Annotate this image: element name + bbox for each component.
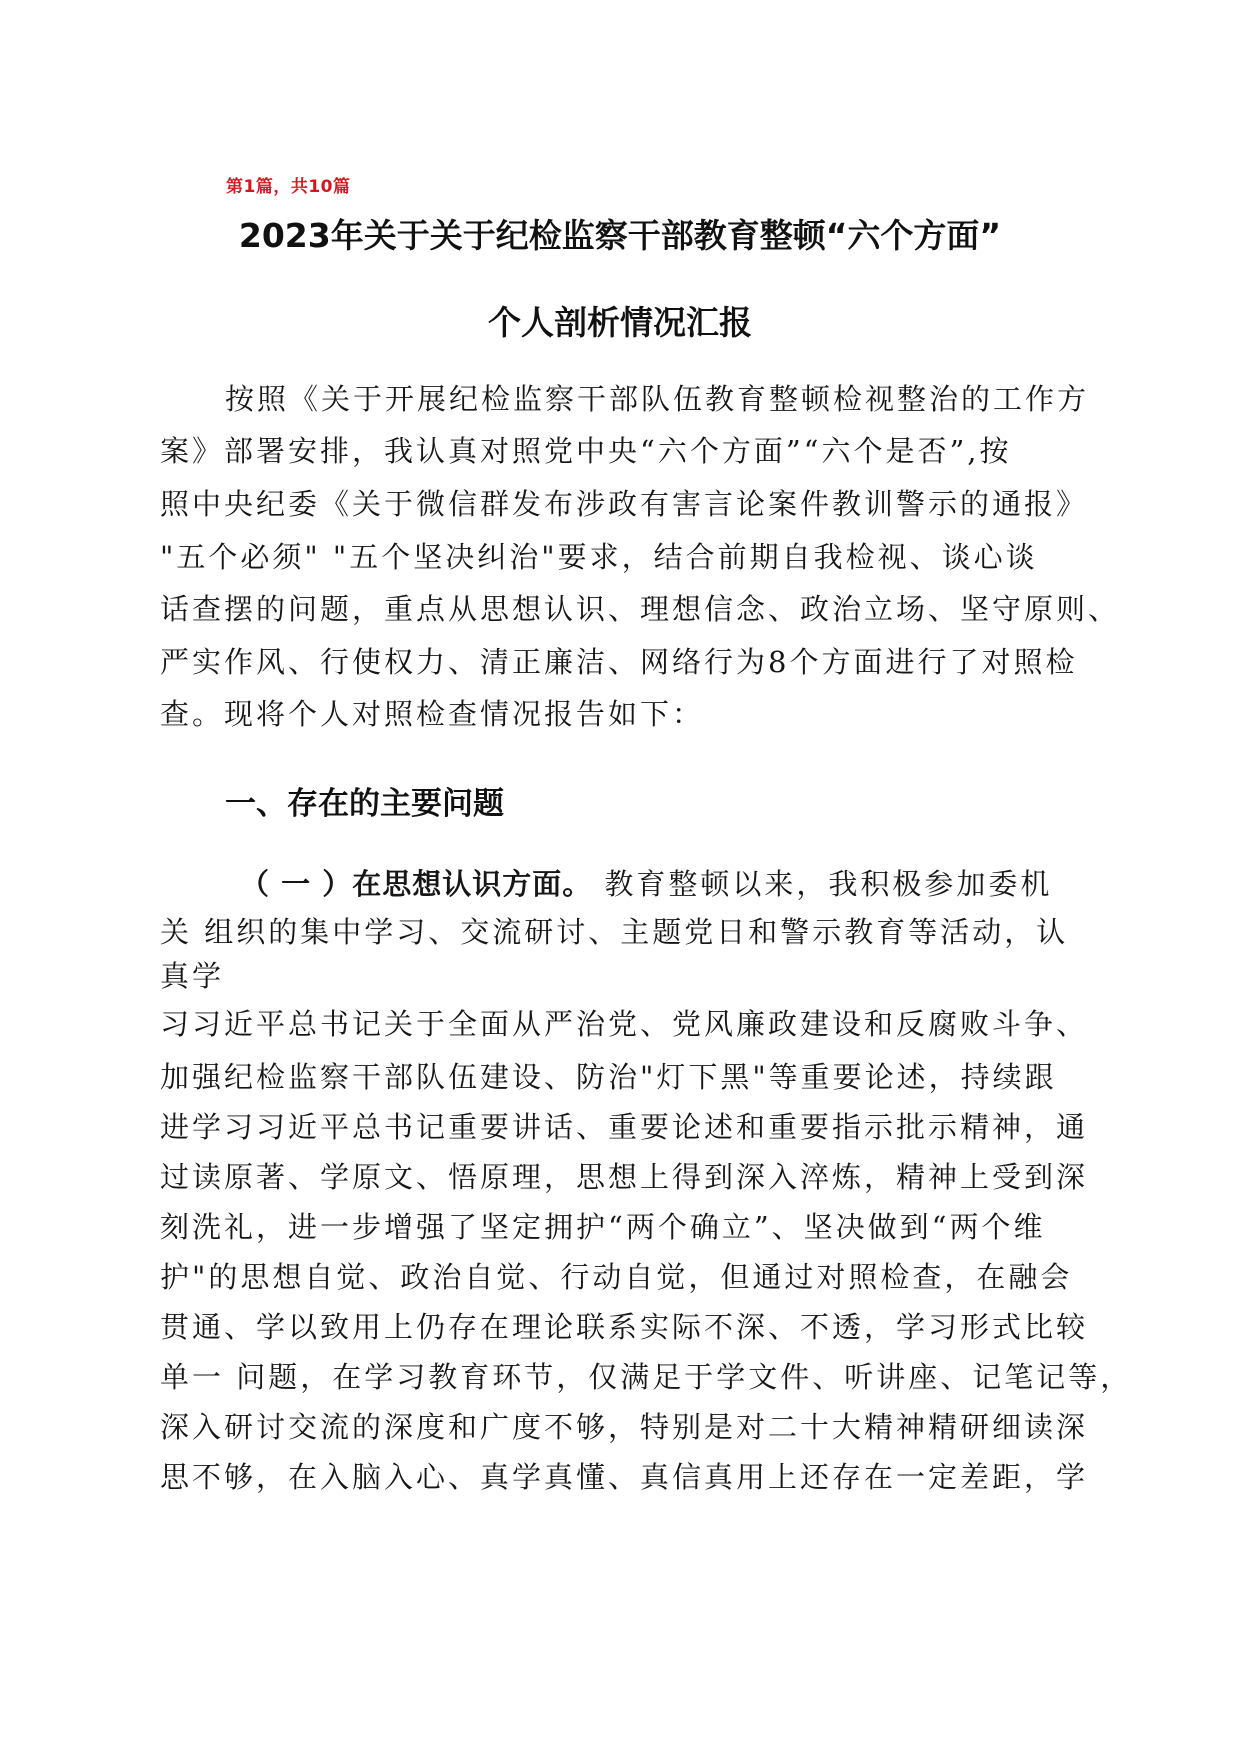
- intro-paragraph-line: 话查摆的问题，重点从思想认识、理想信念、政治立场、坚守原则、: [160, 592, 1121, 626]
- document-title-line-2: 个人剖析情况汇报: [488, 303, 752, 342]
- intro-paragraph-line: "五个必须" "五个坚决纠治"要求，结合前期自我检视、谈心谈: [160, 540, 1038, 574]
- subsection-line: 贯通、学以致用上仍存在理论联系实际不深、不透，学习形式比较: [160, 1310, 1089, 1344]
- document-title-line-1: 2023年关于关于纪检监察干部教育整顿“六个方面”: [238, 216, 1002, 255]
- document-counter: 第1篇，共10篇: [226, 177, 351, 197]
- section-heading: 一、存在的主要问题: [225, 786, 504, 822]
- subsection-first-line: [240, 867, 1053, 901]
- subsection-line: 过读原著、学原文、悟原理，思想上得到深入淬炼，精神上受到深: [160, 1160, 1089, 1194]
- subsection-first-line-text: 教育整顿以来，我积极参加委机: [592, 867, 1053, 901]
- subsection-title: （ 一 ）在思想认识方面。: [240, 867, 593, 901]
- subsection-line: 加强纪检监察干部队伍建设、防治"灯下黑"等重要论述，持续跟: [160, 1060, 1057, 1094]
- intro-paragraph-line: 案》部署安排，我认真对照党中央“六个方面”“六个是否”,按: [160, 434, 1012, 468]
- subsection-line: 关 组织的集中学习、交流研讨、主题党日和警示教育等活动，认: [160, 915, 1069, 949]
- subsection-line: 真学: [160, 959, 225, 993]
- subsection-line: 刻洗礼，进一步增强了坚定拥护“两个确立”、坚决做到“两个维: [160, 1210, 1046, 1244]
- intro-paragraph-line: 查。现将个人对照检查情况报告如下：: [160, 697, 705, 731]
- subsection-line: 单一 问题，在学习教育环节，仅满足于学文件、听讲座、记笔记等，: [160, 1360, 1133, 1394]
- intro-paragraph-line: 按照《关于开展纪检监察干部队伍教育整顿检视整治的工作方: [225, 382, 1090, 416]
- intro-paragraph-line: 照中央纪委《关于微信群发布涉政有害言论案件教训警示的通报》: [160, 487, 1089, 521]
- subsection-line: 习习近平总书记关于全面从严治党、党风廉政建设和反腐败斗争、: [160, 1007, 1089, 1041]
- subsection-line: 思不够，在入脑入心、真学真懂、真信真用上还存在一定差距，学: [160, 1460, 1089, 1494]
- subsection-line: 深入研讨交流的深度和广度不够，特别是对二十大精神精研细读深: [160, 1410, 1089, 1444]
- subsection-line: 护"的思想自觉、政治自觉、行动自觉，但通过对照检查，在融会: [160, 1260, 1073, 1294]
- subsection-line: 进学习习近平总书记重要讲话、重要论述和重要指示批示精神，通: [160, 1110, 1089, 1144]
- intro-paragraph-line: 严实作风、行使权力、清正廉洁、网络行为8个方面进行了对照检: [160, 645, 1078, 679]
